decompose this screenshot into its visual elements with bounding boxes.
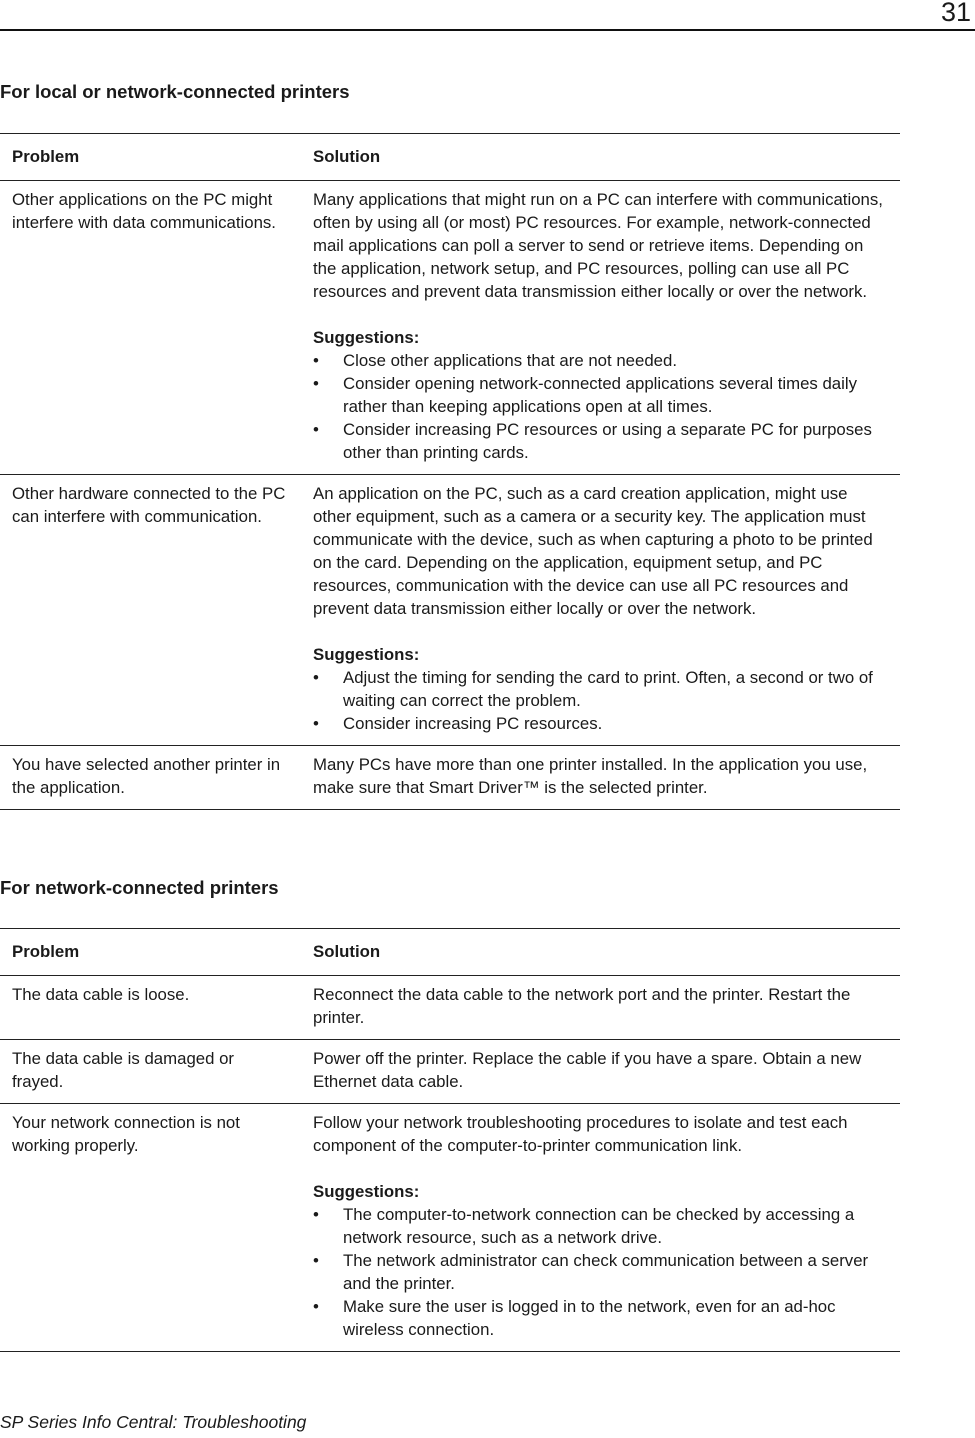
bullet-icon: •	[313, 374, 319, 393]
suggestions-title: Suggestions:	[313, 645, 420, 664]
suggestion-text: Consider increasing PC resources or using a separate PC for purposes other than printing cards.	[343, 420, 872, 462]
solution-cell	[301, 475, 900, 746]
suggestion-item	[313, 372, 890, 418]
suggestion-item	[313, 349, 890, 372]
suggestions-list	[313, 666, 890, 735]
suggestion-text: Close other applications that are not needed.	[343, 351, 677, 370]
header-rule	[0, 29, 975, 31]
suggestions-list	[313, 1203, 890, 1341]
problem-cell: Other hardware connected to the PC can interfere with communication.	[0, 475, 301, 746]
bullet-icon: •	[313, 1297, 319, 1316]
table-row	[0, 1040, 900, 1104]
solution-cell	[301, 1040, 900, 1104]
solution-text: Many applications that might run on a PC can interfere with communications, often by using all (or most) PC resources. For example, network-connected mail applications can poll a server to send or retrieve items. Depending on the application, network setup, and PC resources, polling can use all PC resources and prevent data transmission either locally or over the network.	[313, 190, 883, 301]
suggestion-item	[313, 1249, 890, 1295]
bullet-icon: •	[313, 1205, 319, 1224]
problem-cell: The data cable is damaged or frayed.	[0, 1040, 301, 1104]
suggestions-title: Suggestions:	[313, 328, 420, 347]
table-row	[0, 181, 900, 475]
column-header-solution: Solution	[301, 134, 900, 181]
suggestion-item	[313, 666, 890, 712]
bullet-icon: •	[313, 1251, 319, 1270]
solution-cell	[301, 181, 900, 475]
table-row	[0, 746, 900, 810]
bullet-icon: •	[313, 714, 319, 733]
troubleshooting-table-local-network	[0, 133, 900, 810]
table-row	[0, 976, 900, 1040]
column-header-problem: Problem	[0, 134, 301, 181]
footer-document-title: SP Series Info Central: Troubleshooting	[0, 1412, 307, 1432]
suggestion-text: Consider increasing PC resources.	[343, 714, 603, 733]
solution-cell	[301, 1104, 900, 1352]
suggestion-text: Consider opening network-connected applications several times daily rather than keeping applications open at all times.	[343, 374, 857, 416]
table-row	[0, 475, 900, 746]
problem-cell: Your network connection is not working properly.	[0, 1104, 301, 1352]
suggestion-text: The computer-to-network connection can be checked by accessing a network resource, such as a network drive.	[343, 1205, 855, 1247]
suggestion-text: The network administrator can check communication between a server and the printer.	[343, 1251, 869, 1293]
solution-text: An application on the PC, such as a card creation application, might use other equipment, such as a camera or a security key. The application must communicate with the device, such as when capturing a photo to be printed on the card. Depending on the application, equipment setup, and PC resources, communication with the device can use all PC resources and prevent data transmission either locally or over the network.	[313, 484, 873, 618]
solution-text: Follow your network troubleshooting procedures to isolate and test each component of the computer-to-printer communication link.	[313, 1113, 848, 1155]
section-heading-local-network: For local or network-connected printers	[0, 81, 350, 102]
solution-text: Reconnect the data cable to the network port and the printer. Restart the printer.	[313, 985, 851, 1027]
section-heading-network: For network-connected printers	[0, 877, 279, 898]
suggestion-item	[313, 418, 890, 464]
solution-text: Power off the printer. Replace the cable if you have a spare. Obtain a new Ethernet data cable.	[313, 1049, 862, 1091]
suggestion-item	[313, 1203, 890, 1249]
bullet-icon: •	[313, 668, 319, 687]
suggestion-item	[313, 1295, 890, 1341]
table-header-row	[0, 134, 900, 181]
problem-cell: You have selected another printer in the application.	[0, 746, 301, 810]
solution-text: Many PCs have more than one printer installed. In the application you use, make sure that Smart Driver™ is the selected printer.	[313, 755, 868, 797]
bullet-icon: •	[313, 420, 319, 439]
solution-cell	[301, 976, 900, 1040]
suggestion-text: Adjust the timing for sending the card to print. Often, a second or two of waiting can correct the problem.	[343, 668, 873, 710]
troubleshooting-table-network	[0, 928, 900, 1352]
table-row	[0, 1104, 900, 1352]
suggestion-text: Make sure the user is logged in to the network, even for an ad-hoc wireless connection.	[343, 1297, 836, 1339]
problem-cell: The data cable is loose.	[0, 976, 301, 1040]
solution-cell	[301, 746, 900, 810]
suggestions-title: Suggestions:	[313, 1182, 420, 1201]
column-header-solution: Solution	[301, 929, 900, 976]
problem-cell: Other applications on the PC might interfere with data communications.	[0, 181, 301, 475]
table-header-row	[0, 929, 900, 976]
page-number: 31	[940, 0, 971, 27]
suggestions-list	[313, 349, 890, 464]
bullet-icon: •	[313, 351, 319, 370]
suggestion-item	[313, 712, 890, 735]
column-header-problem: Problem	[0, 929, 301, 976]
